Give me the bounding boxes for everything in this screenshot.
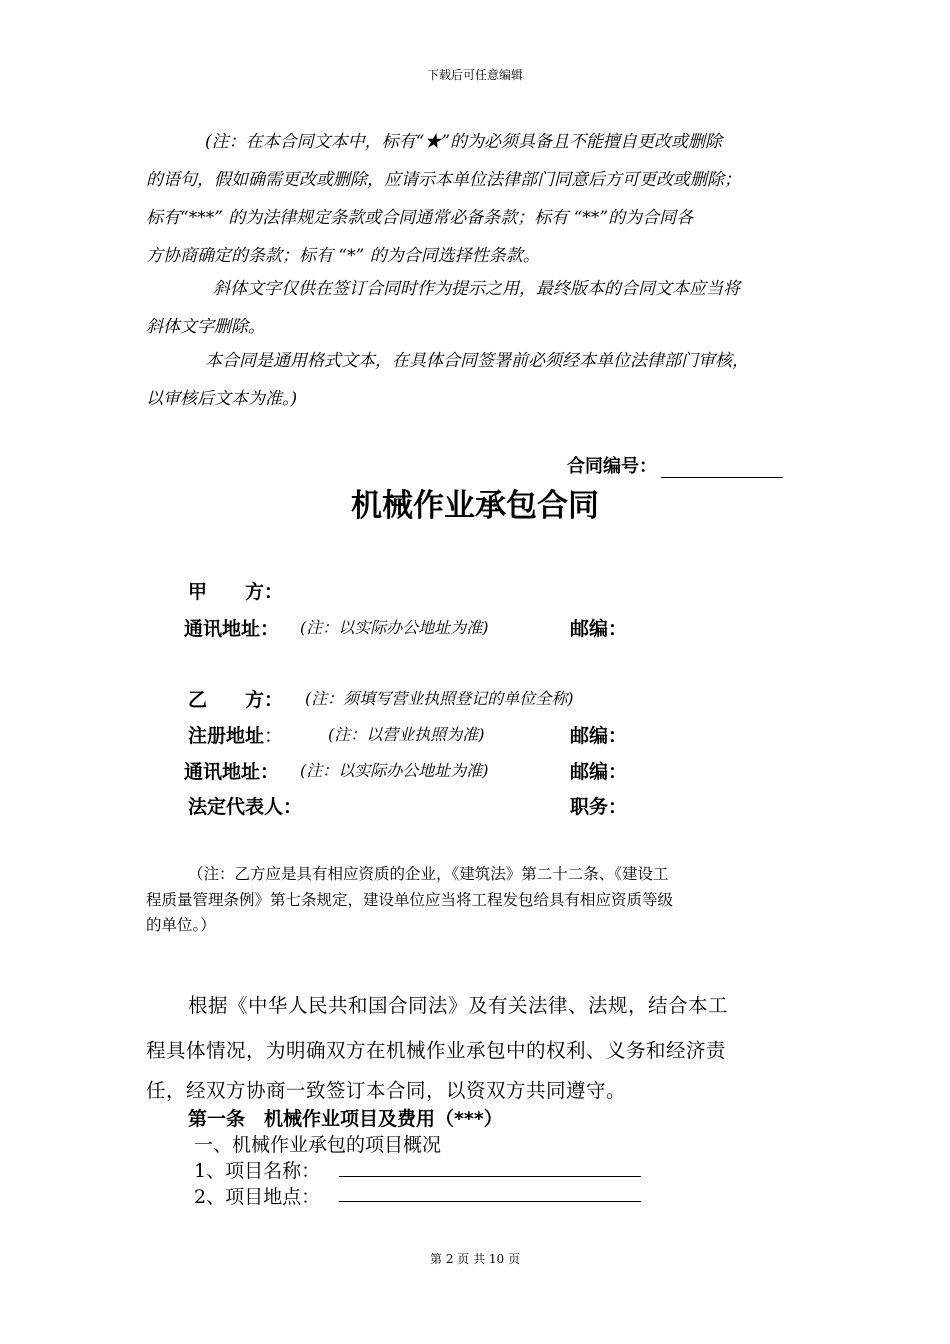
contract-number-label: 合同编号：	[567, 456, 657, 477]
party-b-label: 乙 方：	[188, 689, 284, 711]
instruction-line-7: 本合同是通用格式文本，在具体合同签署前必须经本单位法律部门审核，	[205, 351, 749, 371]
instruction-line-6: 斜体文字删除。	[146, 317, 265, 337]
position-label: 职务：	[570, 796, 628, 818]
party-b-reg-address-hint: (注：以营业执照为准)	[328, 725, 485, 744]
qualification-note-line-3: 的单位。）	[146, 916, 216, 934]
instruction-line-8: 以审核后文本为准。)	[146, 389, 298, 409]
article-1-subsection: 一、机械作业承包的项目概况	[194, 1134, 442, 1156]
party-a-address-label: 通讯地址：	[184, 618, 280, 640]
instruction-line-3: 标有“***” 的为法律规定条款或合同通常必备条款；标有 “**”的为合同各	[146, 208, 694, 228]
project-name-blank[interactable]	[339, 1176, 641, 1177]
article-1-heading: 第一条 机械作业项目及费用（***）	[188, 1108, 503, 1130]
project-location-blank[interactable]	[339, 1201, 641, 1202]
party-a-label: 甲 方：	[188, 581, 284, 603]
page-footer: 第 2 页 共 10 页	[430, 1252, 520, 1266]
party-b-address-hint: (注：以实际办公地址为准)	[300, 761, 489, 780]
preamble-line-2: 程具体情况，为明确双方在机械作业承包中的权利、义务和经济责	[146, 1039, 727, 1062]
document-title: 机械作业承包合同	[351, 488, 599, 524]
contract-number-blank[interactable]	[661, 459, 783, 478]
party-b-address-label: 通讯地址：	[184, 761, 280, 783]
instruction-line-4: 方协商确定的条款；标有 “*” 的为合同选择性条款。	[146, 246, 540, 266]
party-b-reg-colon: ：	[264, 725, 284, 747]
party-b-reg-postcode-label: 邮编：	[570, 725, 628, 747]
preamble-line-3: 任，经双方协商一致签订本合同，以资双方共同遵守。	[146, 1079, 627, 1102]
party-b-postcode-label: 邮编：	[570, 761, 628, 783]
qualification-note-line-1: （注：乙方应是具有相应资质的企业，《建筑法》第二十二条、《建设工	[188, 865, 669, 883]
project-location-label: 2、项目地点：	[194, 1186, 321, 1208]
project-name-label: 1、项目名称：	[194, 1160, 321, 1182]
preamble-line-1: 根据《中华人民共和国合同法》及有关法律、法规，结合本工	[188, 994, 729, 1017]
party-b-reg-address-label: 注册地址	[188, 725, 265, 747]
qualification-note-line-2: 程质量管理条例》第七条规定，建设单位应当将工程发包给具有相应资质等级	[146, 891, 674, 909]
page-header: 下载后可任意编辑	[426, 68, 523, 82]
contract-number	[567, 452, 783, 478]
instruction-line-5: 斜体文字仅供在签订合同时作为提示之用，最终版本的合同文本应当将	[213, 279, 740, 299]
party-b-name-hint: (注：须填写营业执照登记的单位全称)	[305, 689, 574, 708]
party-b-reg-address	[188, 721, 283, 748]
party-a-postcode-label: 邮编：	[570, 618, 628, 640]
instruction-line-2: 的语句，假如确需更改或删除，应请示本单位法律部门同意后方可更改或删除；	[146, 170, 741, 190]
party-a-address-hint: (注：以实际办公地址为准)	[300, 618, 489, 637]
legal-representative-label: 法定代表人：	[188, 796, 303, 818]
instruction-line-1: (注：在本合同文本中，标有“★”的为必须具备且不能擅自更改或删除	[205, 132, 723, 152]
